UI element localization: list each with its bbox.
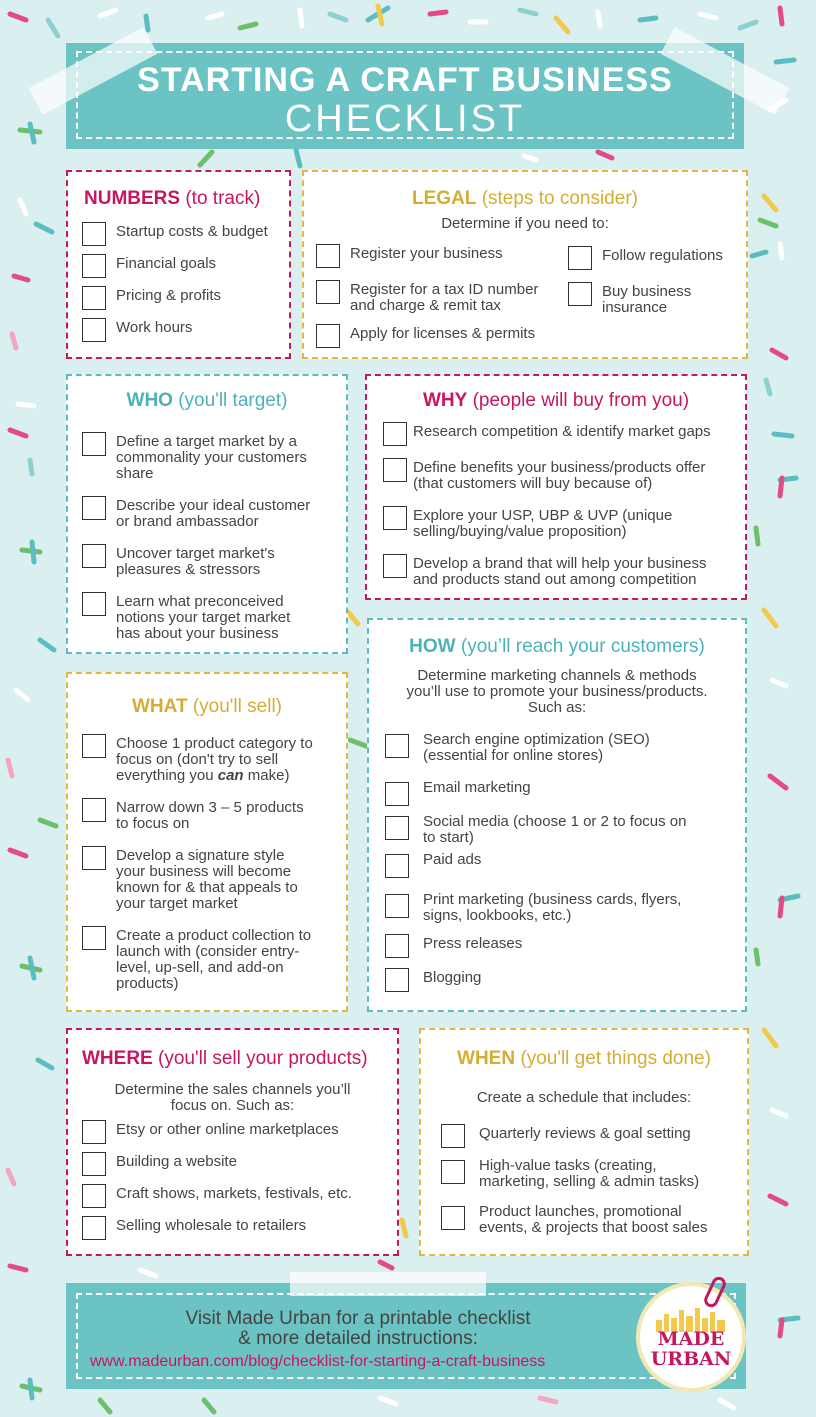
checkbox[interactable] (82, 254, 106, 278)
checkbox[interactable] (316, 280, 340, 304)
checkbox[interactable] (441, 1206, 465, 1230)
what-section: WHAT (you'll sell) Choose 1 product category to focus on (don't try to sell everything you can make) Narrow down 3 – 5 products to focus on Develop a signature style your business will become known for & that appeals to your target market Create a product collection to launch with (consider entry- level, up-sell, and add-on products) (66, 672, 348, 1012)
legal-intro: Determine if you need to: (441, 215, 609, 232)
checkbox[interactable] (82, 496, 106, 520)
checkbox[interactable] (568, 282, 592, 306)
where-heading: WHERE (you'll sell your products) (82, 1048, 368, 1069)
checkbox[interactable] (316, 324, 340, 348)
tape-strip (290, 1272, 486, 1296)
legal-heading: LEGAL (steps to consider) (412, 188, 638, 209)
footer-text: Visit Made Urban for a printable checklist & more detailed instructions: (185, 1308, 531, 1349)
checkbox[interactable] (385, 968, 409, 992)
checkbox[interactable] (82, 592, 106, 616)
checkbox[interactable] (568, 246, 592, 270)
when-heading: WHEN (you'll get things done) (457, 1048, 711, 1069)
logo-text-urban: URBAN (650, 1348, 732, 1370)
checkbox[interactable] (82, 1152, 106, 1176)
logo-text-made: MADE (657, 1328, 725, 1350)
page-title: STARTING A CRAFT BUSINESS (137, 61, 673, 99)
checkbox[interactable] (82, 1216, 106, 1240)
why-section: WHY (people will buy from you) Research competition & identify market gaps Define benefits your business/products offer (that customers will buy because of) Explore your USP, UBP & UVP (unique selling/buying/value proposition) Develop a brand that will help your business and products stand out among competition (365, 374, 747, 600)
made-urban-logo[interactable] (636, 1282, 746, 1392)
checkbox[interactable] (385, 934, 409, 958)
numbers-heading: NUMBERS (to track) (84, 188, 261, 209)
what-heading: WHAT (you'll sell) (131, 696, 282, 717)
checkbox[interactable] (441, 1124, 465, 1148)
checkbox[interactable] (82, 432, 106, 456)
checkbox[interactable] (82, 926, 106, 950)
numbers-section: NUMBERS (to track) Startup costs & budget Financial goals Pricing & profits Work hours (66, 170, 291, 359)
why-heading: WHY (people will buy from you) (422, 390, 690, 411)
checkbox[interactable] (82, 318, 106, 342)
checkbox[interactable] (385, 854, 409, 878)
checkbox[interactable] (385, 734, 409, 758)
checkbox[interactable] (383, 554, 407, 578)
page-subtitle: CHECKLIST (284, 98, 526, 140)
checkbox[interactable] (82, 222, 106, 246)
legal-section: LEGAL (steps to consider) Determine if you need to: Register your business Register for a tax ID number and charge & remit tax Apply for licenses & permits Follow regulations Buy business insurance (302, 170, 748, 359)
checkbox[interactable] (383, 506, 407, 530)
checkbox[interactable] (82, 1184, 106, 1208)
checkbox[interactable] (441, 1160, 465, 1184)
when-intro: Create a schedule that includes: (476, 1089, 692, 1106)
emphasis-word: can (217, 767, 244, 784)
checkbox[interactable] (316, 244, 340, 268)
where-intro: Determine the sales channels you’ll focus on. Such as: (114, 1081, 351, 1114)
checkbox[interactable] (82, 734, 106, 758)
checkbox[interactable] (82, 1120, 106, 1144)
title-banner-border (76, 51, 734, 139)
checkbox[interactable] (385, 782, 409, 806)
how-section: HOW (you’ll reach your customers) Determine marketing channels & methods you’ll use to promote your business/products. Such as: Search engine optimization (SEO) (essential for online stores) Email marketing Social media (choose 1 or 2 to focus on to start) Paid ads Print marketing (business cards, flyers, signs, lookbooks, etc.) Press releases Blogging (367, 618, 747, 1012)
checkbox[interactable] (82, 846, 106, 870)
checkbox[interactable] (383, 422, 407, 446)
checkbox[interactable] (383, 458, 407, 482)
checkbox[interactable] (82, 286, 106, 310)
who-heading: WHO (you'll target) (126, 390, 288, 411)
where-section: WHERE (you'll sell your products) Determine the sales channels you’ll focus on. Such as: Etsy or other online marketplaces Building a website Craft shows, markets, festivals, etc. Selling wholesale to retailers (66, 1028, 399, 1256)
title-banner (66, 43, 744, 149)
when-section: WHEN (you'll get things done) Create a schedule that includes: Quarterly reviews & goal setting High-value tasks (creating, marketing, selling & admin tasks) Product launches, promotional events, & projects that boost sales (419, 1028, 749, 1256)
how-intro: Determine marketing channels & methods you’ll use to promote your business/products. Such as: (406, 667, 708, 716)
footer-link[interactable]: www.madeurban.com/blog/checklist-for-starting-a-craft-business (90, 1353, 546, 1370)
checkbox[interactable] (385, 894, 409, 918)
checkbox[interactable] (82, 544, 106, 568)
how-heading: HOW (you’ll reach your customers) (409, 636, 705, 657)
checkbox[interactable] (82, 798, 106, 822)
who-section: WHO (you'll target) Define a target market by a commonality your customers share Describe your ideal customer or brand ambassador Uncover target market's pleasures & stressors Learn what preconceived notions your target market has about your business (66, 374, 348, 654)
checkbox[interactable] (385, 816, 409, 840)
